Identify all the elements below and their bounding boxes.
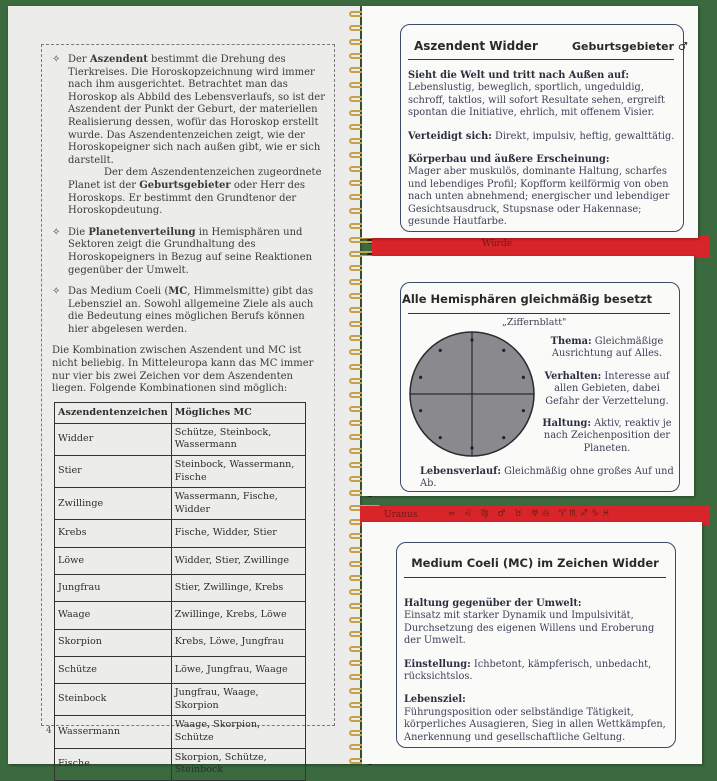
mc-cell: Waage, Skorpion, Schütze [171,716,305,748]
ascendant-cell: Skorpion [55,629,172,656]
mc-cell: Krebs, Löwe, Jungfrau [171,629,305,656]
card-hemispheres [362,256,694,496]
mc-cell: Schütze, Steinbock, Wassermann [171,423,305,455]
entry-body: Interesse auf allen Gebieten, dabei Gefahr der Verzettelung. [545,370,670,407]
title-rule [408,59,674,60]
bold-term: MC [168,286,188,298]
bullet-medium-coeli [52,286,326,336]
bullet-text [68,286,313,335]
mc-cell: Steinbock, Wassermann, Fische [171,456,305,488]
table-row [55,547,306,574]
ascendant-cell: Zwillinge [55,488,172,520]
planet-dot [470,446,473,449]
table-row [55,656,306,683]
combination-paragraph: Die Kombination zwischen Aszendent und MC ist nicht beliebig. In Mitteleuropa kann das MC immer nur vier bis zwei Zeichen vor dem Aszendenten liegen. Folgende Kombinationen sind möglich: [52,345,314,395]
card-title: Alle Hemisphären gleichmäßig besetzt [401,292,653,306]
section-head: Einstellung: [404,658,471,670]
ascendant-cell: Fische [55,748,172,780]
planet-dot [502,436,505,439]
hemisphere-circle [408,330,536,458]
section-head: Haltung gegenüber der Umwelt: [404,598,582,609]
table-row [55,575,306,602]
text-run: Der [68,54,90,65]
section-body: Einsatz mit starker Dynamik und Impulsivität, Durchsetzung des eigenen Willens und Eroberung der Umwelt. [404,610,655,647]
text-run: Der dem Aszendentenzeichen zugeordnete Planet ist der [68,167,322,191]
planet-dot [419,376,422,379]
table-header-row [55,402,306,423]
ascendant-cell: Löwe [55,547,172,574]
text-run: bestimmt die Drehung des Tierkreises. Die Horoskopzeichnung wird immer nach ihm ausgerichtet. Betrachtet man das Horoskop als Abbild des Lebensverlaufs, so ist der Aszendent der Punkt der Geburt, der materiellen Realisierung dessen, wofür das Horoskop erstellt wurde. Das Aszendentenzeichen zeigt, wie der Horoskopeigner sich nach außen gibt, wie er sich darstellt. [68,54,325,166]
text-run: Die [68,226,89,238]
card-section [408,70,676,120]
star-bullet-icon: ✧ [52,54,61,65]
ascendant-cell: Steinbock [55,684,172,716]
entry-head: Verhalten: [544,370,602,382]
table-header: Mögliches MC [171,402,305,423]
left-page [8,6,360,776]
table-row [55,488,306,520]
entry-body: Gleichmäßige Ausrichtung auf Alles. [551,336,664,360]
table-row [55,629,306,656]
entry-body: Aktiv, reaktiv je nach Zeichenposition der Planeten. [543,418,672,454]
text-run: oder Herr des Horoskops. Er bestimmt den Grundtenor der Horoskopdeutung. [68,179,306,217]
bold-term: Aszendent [89,54,148,65]
table-row [55,602,306,629]
ascendant-cell: Stier [55,456,172,488]
card-medium-coeli [362,522,702,764]
card-section [408,131,676,143]
table-header: Aszendentenzeichen [55,402,172,423]
star-bullet-icon: ✧ [52,226,61,238]
card-entries [542,336,672,465]
section-body: Ichbetont, kämpferisch, unbedacht, rücksichtslos. [404,658,652,683]
table-row [55,423,306,455]
bullet-planetenverteilung [52,227,326,277]
section-body: Mager aber muskulös, dominante Haltung, scharfes und lebendiges Profil; Kopfform keilförmig von oben nach unten abnehmend; energischer und lebendiger Gesichtsausdruck, Stupsnase oder Hakennase; gesunde Hautfarbe. [408,166,670,228]
planet-dot [419,409,422,412]
card-aszendent [362,6,698,238]
table-row [55,456,306,488]
ascendant-cell: Wassermann [55,716,172,748]
mc-cell: Zwillinge, Krebs, Löwe [171,602,305,629]
card-title: Aszendent Widder [414,39,538,53]
planet-dot [522,376,525,379]
card-title: Medium Coeli (MC) im Zeichen Widder [411,556,659,570]
star-bullet-icon: ✧ [52,286,61,298]
section-body: Führungsposition oder selbständige Tätigkeit, körperliches Ausagieren, Sieg in allen Wettkämpfen, Anerkennung und gesellschaftliche Geltung. [404,706,666,743]
title-rule [408,313,670,314]
mc-cell: Skorpion, Schütze, Steinbock [171,748,305,780]
ascendant-cell: Widder [55,423,172,455]
card-section [408,154,676,228]
ascendant-cell: Krebs [55,520,172,547]
card-section [404,598,670,648]
ascendant-cell: Jungfrau [55,575,172,602]
section-body: Direkt, impulsiv, heftig, gewalttätig. [491,130,675,142]
planet-dot [522,409,525,412]
card-subtitle: Geburtsgebieter ♂ [572,40,688,53]
mc-cell: Widder, Stier, Zwillinge [171,547,305,574]
hemisphere-entry [542,336,672,361]
footer-head: Lebensverlauf: [420,466,501,477]
card-section [404,694,670,744]
table-row [55,716,306,748]
circle-caption: „Ziffernblatt" [502,317,567,328]
bullet-aszendent [52,54,326,218]
section-body: Lebenslustig, beweglich, sportlich, ungeduldig, schroff, taktlos, will sofort Resultate sehen, ergreift spontan die Initiative, ehrlich, mit offenem Visier. [408,82,665,119]
mc-combination-table [54,402,306,781]
strip-label: Uranus [384,510,418,520]
section-head: Sieht die Welt und tritt nach Außen auf: [408,70,629,81]
bullet-text [68,227,312,276]
mc-cell: Jungfrau, Waage, Skorpion [171,684,305,716]
page-number: 4 [46,726,52,736]
mc-cell: Stier, Zwillinge, Krebs [171,575,305,602]
section-head: Verteidigt sich: [408,130,492,142]
card-section [404,659,670,684]
table-row [55,520,306,547]
hemisphere-entry [542,418,672,455]
planet-dot [439,436,442,439]
entry-head: Haltung: [542,418,591,430]
section-head: Lebensziel: [404,694,466,706]
mc-cell: Wassermann, Fische, Widder [171,488,305,520]
table-row [55,684,306,716]
card-body [404,598,670,755]
entry-head: Thema: [550,336,592,347]
ascendant-cell: Schütze [55,656,172,683]
table-row [55,748,306,780]
bold-term: Geburtsgebieter [139,179,231,191]
section-head: Körperbau und äußere Erscheinung: [408,154,610,166]
planet-dot [502,349,505,352]
text-run: Das Medium Coeli ( [68,286,169,298]
bold-term: Planetenverteilung [88,226,196,238]
planet-dot [439,349,442,352]
bullet-indent-text [68,167,326,217]
left-text-block [52,54,326,781]
hemisphere-entry [542,371,672,408]
clock-diagram [408,330,536,462]
text-run: in Hemisphären und Sektoren zeigt die Grundhaltung des Horoskopeigners in Bezug auf seine Reaktionen gegenüber der Umwelt. [68,226,313,276]
mc-cell: Löwe, Jungfrau, Waage [171,656,305,683]
zodiac-symbols: ≈ ♌ ♍ ♂ ♉ ♅ ♎ ♈ ♏ ♐ ♑ ♓ [448,509,611,519]
footer-body: Gleichmäßig ohne großes Auf und Ab. [420,466,674,490]
bullet-text [68,54,325,166]
ascendant-cell: Waage [55,602,172,629]
strip-label: Würde [482,239,513,249]
card-body [408,70,676,239]
mc-cell: Fische, Widder, Stier [171,520,305,547]
title-rule [404,577,666,578]
card-footer [420,466,680,491]
text-run: , Himmelsmitte) gibt das Lebensziel an. Sowohl allgemeine Ziele als auch die Bedeutung eines möglichen Berufs können hier abgelesen werden. [68,286,314,335]
planet-dot [470,338,473,341]
